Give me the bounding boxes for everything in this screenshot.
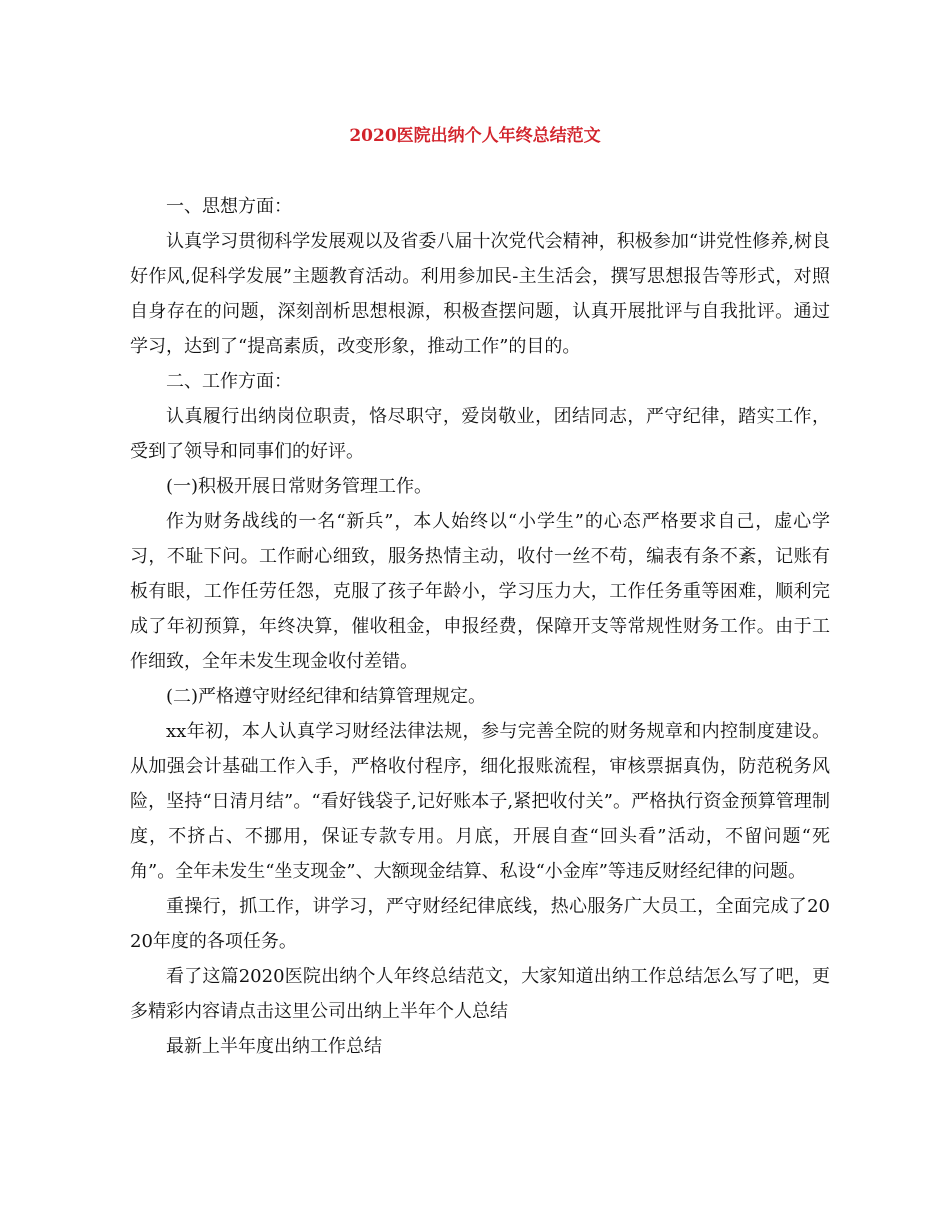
subheading-daily-finance: (一)积极开展日常财务管理工作。 xyxy=(166,476,433,497)
document-body xyxy=(130,189,830,1064)
paragraph-related-link[interactable]: 看了这篇2020医院出纳个人年终总结范文，大家知道出纳工作总结怎么写了吧，更多精彩内容请点击这里公司出纳上半年个人总结 xyxy=(130,966,830,1022)
paragraph-thought-study: 认真学习贯彻科学发展观以及省委八届十次党代会精神，积极参加“讲党性修养,树良好作风,促科学发展”主题教育活动。利用参加民-主生活会，撰写思想报告等形式，对照自身存在的问题，深刻剖析思想根源，积极查摆问题，认真开展批评与自我批评。通过学习，达到了“提高素质，改变形象，推动工作”的目的。 xyxy=(130,231,830,357)
subheading-financial-discipline: (二)严格遵守财经纪律和结算管理规定。 xyxy=(166,686,487,707)
paragraph-financial-discipline: xx年初，本人认真学习财经法律法规，参与完善全院的财务规章和内控制度建设。从加强会计基础工作入手，严格收付程序，细化报账流程，审核票据真伪，防范税务风险，坚持“日清月结”。“看好钱袋子,记好账本子,紧把收付关”。严格执行资金预算管理制度，不挤占、不挪用，保证专款专用。月底，开展自查“回头看”活动，不留问题“死角”。全年未发生“坐支现金”、大额现金结算、私设“小金库”等违反财经纪律的问题。 xyxy=(130,721,830,882)
section-heading-thought: 一、思想方面： xyxy=(166,196,292,217)
section-heading-work: 二、工作方面： xyxy=(166,371,292,392)
document-title: 2020医院出纳个人年终总结范文 xyxy=(349,126,601,146)
paragraph-daily-finance: 作为财务战线的一名“新兵”，本人始终以“小学生”的心态严格要求自己，虚心学习，不耻下问。工作耐心细致，服务热情主动，收付一丝不苟，编表有条不紊，记账有板有眼，工作任劳任怨，克服了孩子年龄小，学习压力大，工作任务重等困难，顺利完成了年初预算，年终决算，催收租金，申报经费，保障开支等常规性财务工作。由于工作细致，全年未发生现金收付差错。 xyxy=(130,511,830,672)
paragraph-work-duties: 认真履行出纳岗位职责，恪尽职守，爱岗敬业，团结同志，严守纪律，踏实工作，受到了领导和同事们的好评。 xyxy=(130,406,830,462)
paragraph-latest-summary-link[interactable]: 最新上半年度出纳工作总结 xyxy=(166,1036,382,1057)
paragraph-summary: 重操行，抓工作，讲学习，严守财经纪律底线，热心服务广大员工，全面完成了2020年度的各项任务。 xyxy=(130,896,830,952)
